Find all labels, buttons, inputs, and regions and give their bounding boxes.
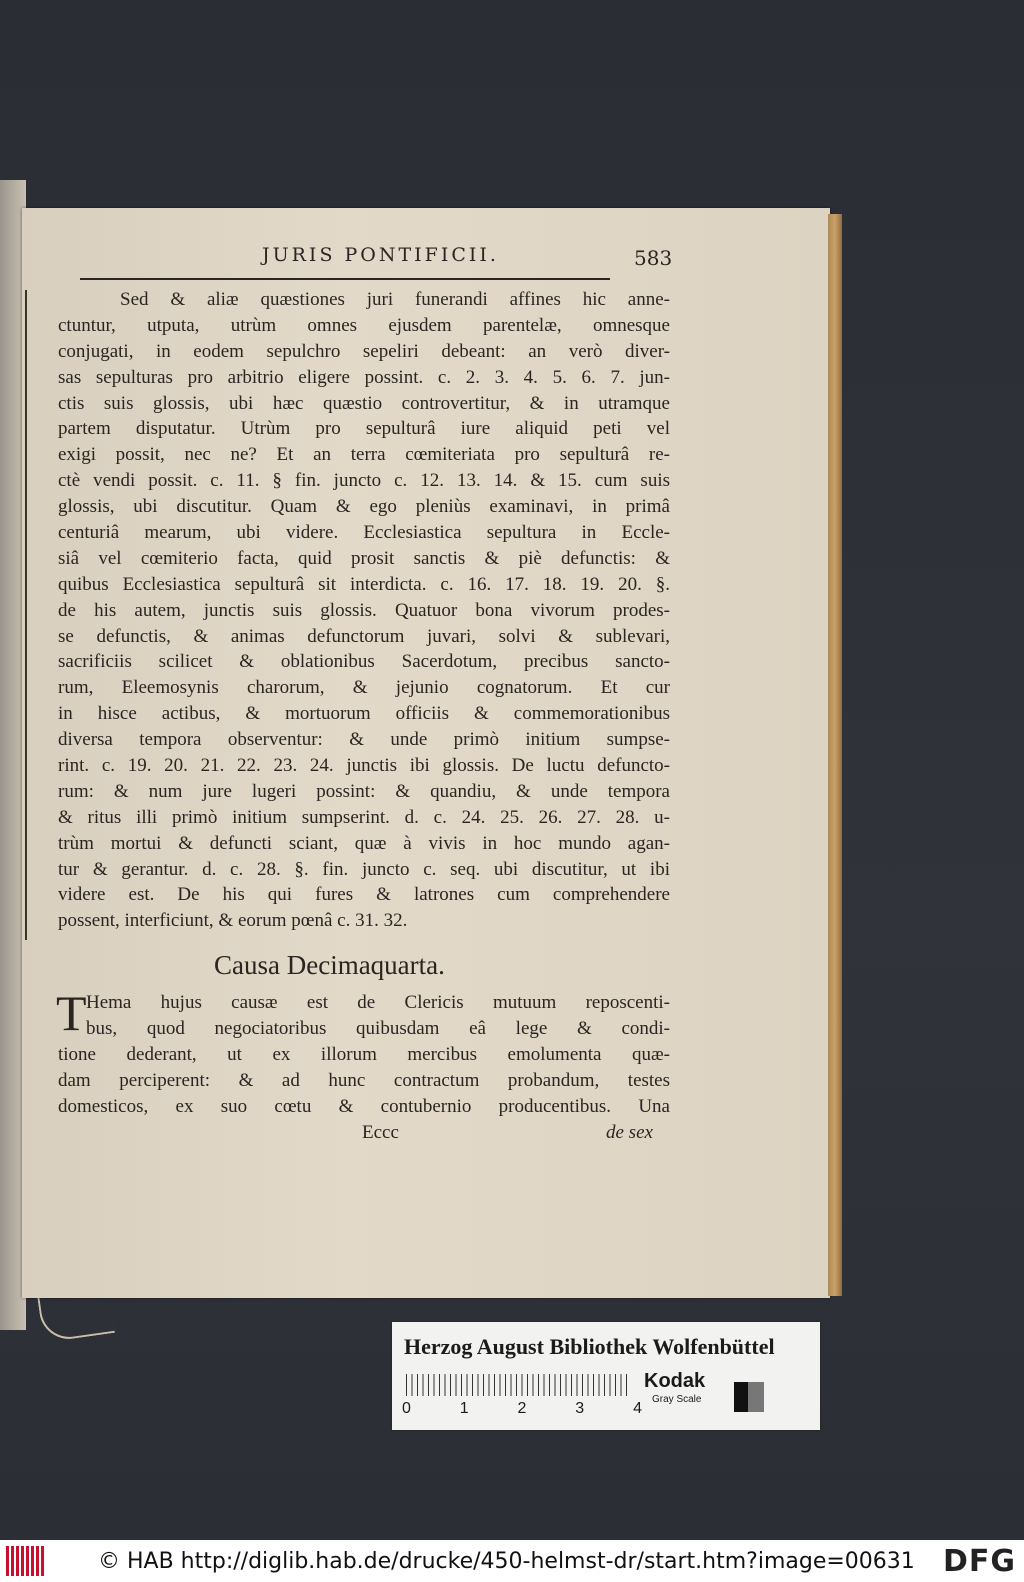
text-line-content: diversa tempora observentur: & unde primò initium sumpse- [58, 729, 670, 751]
text-line [58, 598, 670, 624]
ruler-number: 3 [575, 1400, 585, 1417]
text-line-content: in hisce actibus, & mortuorum officiis & commemorationibus [58, 703, 670, 725]
text-line-content: rum, Eleemosynis charorum, & jejunio cognatorum. Et cur [58, 677, 670, 699]
text-line-content: rint. c. 19. 20. 21. 22. 23. 24. junctis ibi glossis. De luctu defuncto- [58, 755, 670, 777]
body-text [58, 287, 670, 934]
catchword: de sex [606, 1122, 653, 1143]
text-line [58, 908, 670, 934]
text-line-content: quibus Ecclesiastica sepulturâ sit interdicta. c. 16. 17. 18. 19. 20. §. [58, 573, 670, 595]
text-line-content: rum: & num jure lugeri possint: & quandiu, & unde tempora [58, 780, 670, 802]
text-line-content: sacrificiis scilicet & oblationibus Sacerdotum, precibus sancto- [58, 651, 670, 673]
text-line [58, 753, 670, 779]
text-line [58, 546, 670, 572]
text-line-content: tione dederant, ut ex illorum mercibus emolumenta quæ- [58, 1043, 670, 1065]
page-fore-edge [828, 214, 842, 1296]
text-line [58, 727, 670, 753]
text-line [58, 494, 670, 520]
ruler-number: 0 [402, 1400, 411, 1417]
dfg-logo: DFG [942, 1544, 1016, 1579]
text-line-content: tur & gerantur. d. c. 28. §. fin. juncto c. seq. ubi discutitur, ut ibi [58, 858, 670, 880]
section-text [56, 985, 670, 1119]
barcode-icon [6, 1546, 46, 1576]
text-line [58, 313, 670, 339]
text-line-content: trùm mortui & defuncti sciant, quæ à vivis in hoc mundo agan- [58, 832, 670, 854]
margin-shadow [25, 290, 27, 940]
scale-ruler [406, 1374, 628, 1396]
text-line-content: bus, quod negociatoribus quibusdam eâ lege & condi- [86, 1017, 670, 1039]
drop-cap: T [56, 985, 87, 1041]
text-line [58, 442, 670, 468]
text-line [58, 857, 670, 883]
text-line-content: possent, interficiunt, & eorum pœnâ c. 31. 32. [58, 910, 408, 932]
text-line [58, 391, 670, 417]
page-number: 583 [634, 246, 673, 270]
text-line [58, 339, 670, 365]
text-line [58, 1068, 670, 1094]
text-line-content: glossis, ubi discutitur. Quam & ego pleniùs examinavi, in primâ [58, 496, 670, 518]
text-line-content: domesticos, ex suo cœtu & contubernio producentibus. Una [58, 1095, 670, 1117]
text-line-content: siâ vel cœmiterio facta, quid prosit sanctis & piè defunctis: & [58, 547, 670, 569]
text-line [58, 520, 670, 546]
text-line-content: ctuntur, utputa, utrùm omnes ejusdem parentelæ, omnesque [58, 314, 670, 336]
library-name: Herzog August Bibliothek Wolfenbüttel [404, 1334, 775, 1359]
ruler-numbers [402, 1400, 642, 1418]
text-line-content: Hema hujus causæ est de Clericis mutuum reposcenti- [86, 992, 670, 1013]
text-line [58, 624, 670, 650]
ruler-number: 4 [633, 1400, 642, 1417]
text-line [58, 365, 670, 391]
gray-scale-label: Gray Scale [652, 1394, 702, 1405]
text-line [58, 990, 670, 1016]
text-line [58, 649, 670, 675]
text-line [58, 1094, 670, 1120]
text-line-content: exigi possit, nec ne? Et an terra cœmiteriata pro sepulturâ re- [58, 444, 670, 466]
text-line [58, 831, 670, 857]
text-line [58, 1016, 670, 1042]
text-line [58, 779, 670, 805]
black-patch [734, 1382, 748, 1412]
text-line [58, 468, 670, 494]
kodak-brand: Kodak [644, 1370, 706, 1392]
text-line [58, 805, 670, 831]
text-line-content: ctè vendi possit. c. 11. § fin. juncto c. 12. 13. 14. & 15. cum suis [58, 470, 670, 492]
gray-patch [748, 1382, 764, 1412]
footer-credit-link[interactable]: © HAB http://diglib.hab.de/drucke/450-helmst-dr/start.htm?image=00631 [98, 1548, 915, 1574]
running-head: JURIS PONTIFICII. [262, 244, 499, 266]
ruler-number: 1 [459, 1400, 469, 1417]
text-line-content: ctis suis glossis, ubi hæc quæstio controvertitur, & in utramque [58, 392, 670, 414]
text-line-content: sas sepulturas pro arbitrio eligere possint. c. 2. 3. 4. 5. 6. 7. jun- [58, 366, 670, 388]
text-line [58, 701, 670, 727]
text-line-content: Sed & aliæ quæstiones juri funerandi affines hic anne- [120, 289, 670, 310]
section-heading: Causa Decimaquarta. [214, 950, 445, 980]
color-calibration-bar [392, 1322, 820, 1430]
footer-bar [0, 1540, 1024, 1582]
text-line-content: dam perciperent: & ad hunc contractum probandum, testes [58, 1069, 670, 1091]
text-line-content: videre est. De his qui fures & latrones cum comprehendere [58, 884, 670, 906]
ruler-number: 2 [517, 1400, 527, 1417]
text-line-content: de his autem, junctis suis glossis. Quatuor bona vivorum prodes- [58, 599, 670, 621]
text-line [58, 675, 670, 701]
text-line [58, 416, 670, 442]
text-line [58, 572, 670, 598]
text-line-content: partem disputatur. Utrùm pro sepulturâ iure aliquid peti vel [58, 418, 670, 440]
text-line [58, 287, 670, 313]
signature-mark: Eccc [362, 1122, 399, 1143]
text-line [58, 1042, 670, 1068]
text-line-content: se defunctis, & animas defunctorum juvari, solvi & sublevari, [58, 625, 670, 647]
text-line [58, 882, 670, 908]
head-rule [80, 278, 610, 280]
text-line-content: centuriâ mearum, ubi videre. Ecclesiastica sepultura in Eccle- [58, 522, 670, 544]
text-line-content: conjugati, in eodem sepulchro sepeliri debeant: an verò diver- [58, 340, 670, 362]
text-line-content: & ritus illi primò initium sumpserint. d. c. 24. 25. 26. 27. 28. u- [58, 806, 670, 828]
